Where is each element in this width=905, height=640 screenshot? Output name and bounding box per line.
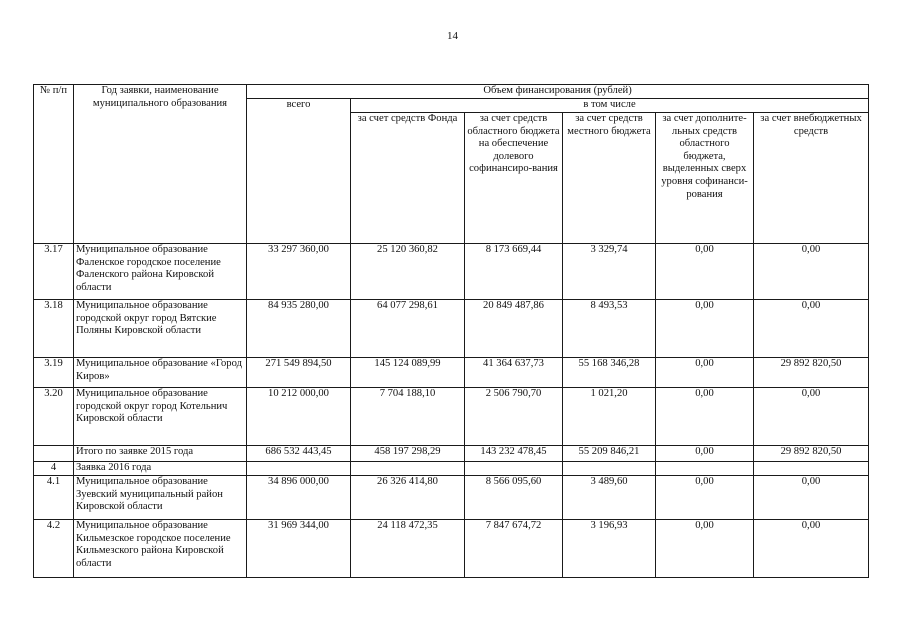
cell-fund: 458 197 298,29 [351, 446, 465, 462]
cell-total: 34 896 000,00 [247, 476, 351, 520]
cell-local: 3 329,74 [563, 244, 656, 300]
cell-additional: 0,00 [656, 388, 754, 446]
cell-offbudget: 29 892 820,50 [754, 358, 869, 388]
table-row [34, 244, 869, 300]
cell-total: 686 532 443,45 [247, 446, 351, 462]
cell-regional: 7 847 674,72 [465, 520, 563, 578]
row-name: Муниципальное образование Зуевский муниципальный район Кировской области [74, 476, 247, 520]
row-num: 3.18 [34, 300, 74, 358]
cell-fund: 145 124 089,99 [351, 358, 465, 388]
cell-regional: 8 566 095,60 [465, 476, 563, 520]
cell-total: 10 212 000,00 [247, 388, 351, 446]
cell-regional: 143 232 478,45 [465, 446, 563, 462]
cell-fund: 26 326 414,80 [351, 476, 465, 520]
cell-offbudget: 0,00 [754, 388, 869, 446]
header-additional: за счет дополните-льных средств областного бюджета, выделенных сверх уровня софинанси-рования [656, 113, 754, 244]
header-name: Год заявки, наименование муниципального образования [74, 85, 247, 244]
cell-offbudget: 0,00 [754, 476, 869, 520]
cell-local: 3 489,60 [563, 476, 656, 520]
cell-additional: 0,00 [656, 520, 754, 578]
cell-local [563, 462, 656, 476]
row-num: 4.2 [34, 520, 74, 578]
row-name: Итого по заявке 2015 года [74, 446, 247, 462]
cell-local: 3 196,93 [563, 520, 656, 578]
financing-table [33, 84, 869, 578]
cell-regional [465, 462, 563, 476]
cell-regional: 2 506 790,70 [465, 388, 563, 446]
cell-regional: 20 849 487,86 [465, 300, 563, 358]
cell-regional: 41 364 637,73 [465, 358, 563, 388]
cell-local: 1 021,20 [563, 388, 656, 446]
cell-total [247, 462, 351, 476]
table-row-total-2015 [34, 446, 869, 462]
row-name: Муниципальное образование Кильмезское городское поселение Кильмезского района Кировской области [74, 520, 247, 578]
page-number: 14 [447, 30, 458, 42]
header-offbudget: за счет внебюджетных средств [754, 113, 869, 244]
row-name: Муниципальное образование городской округ город Котельнич Кировской области [74, 388, 247, 446]
row-num: 3.17 [34, 244, 74, 300]
row-num: 4 [34, 462, 74, 476]
row-name: Муниципальное образование городской округ город Вятские Поляны Кировской области [74, 300, 247, 358]
row-num: 4.1 [34, 476, 74, 520]
cell-total: 31 969 344,00 [247, 520, 351, 578]
cell-local: 8 493,53 [563, 300, 656, 358]
cell-offbudget [754, 462, 869, 476]
cell-additional: 0,00 [656, 446, 754, 462]
header-fund: за счет средств Фонда [351, 113, 465, 244]
cell-fund: 24 118 472,35 [351, 520, 465, 578]
cell-additional: 0,00 [656, 476, 754, 520]
cell-offbudget: 0,00 [754, 300, 869, 358]
cell-local: 55 168 346,28 [563, 358, 656, 388]
cell-fund: 25 120 360,82 [351, 244, 465, 300]
row-num: 3.20 [34, 388, 74, 446]
table-row [34, 300, 869, 358]
header-including: в том числе [351, 99, 869, 113]
cell-offbudget: 0,00 [754, 244, 869, 300]
row-name: Муниципальное образование «Город Киров» [74, 358, 247, 388]
row-num [34, 446, 74, 462]
cell-local: 55 209 846,21 [563, 446, 656, 462]
cell-offbudget: 29 892 820,50 [754, 446, 869, 462]
cell-additional: 0,00 [656, 244, 754, 300]
table-row [34, 388, 869, 446]
cell-fund: 7 704 188,10 [351, 388, 465, 446]
cell-regional: 8 173 669,44 [465, 244, 563, 300]
row-num: 3.19 [34, 358, 74, 388]
cell-total: 271 549 894,50 [247, 358, 351, 388]
table-row-section-2016 [34, 462, 869, 476]
header-funding: Объем финансирования (рублей) [247, 85, 869, 99]
cell-offbudget: 0,00 [754, 520, 869, 578]
header-regional: за счет средств областного бюджета на обеспечение долевого софинансиро-вания [465, 113, 563, 244]
cell-additional: 0,00 [656, 358, 754, 388]
cell-fund [351, 462, 465, 476]
table-row [34, 476, 869, 520]
cell-fund: 64 077 298,61 [351, 300, 465, 358]
header-local: за счет средств местного бюджета [563, 113, 656, 244]
row-name: Муниципальное образование Фаленское городское поселение Фаленского района Кировской области [74, 244, 247, 300]
cell-total: 33 297 360,00 [247, 244, 351, 300]
row-name: Заявка 2016 года [74, 462, 247, 476]
cell-additional: 0,00 [656, 300, 754, 358]
table-row [34, 520, 869, 578]
header-num: № п/п [34, 85, 74, 244]
cell-total: 84 935 280,00 [247, 300, 351, 358]
header-total: всего [247, 99, 351, 244]
cell-additional [656, 462, 754, 476]
table-row [34, 358, 869, 388]
